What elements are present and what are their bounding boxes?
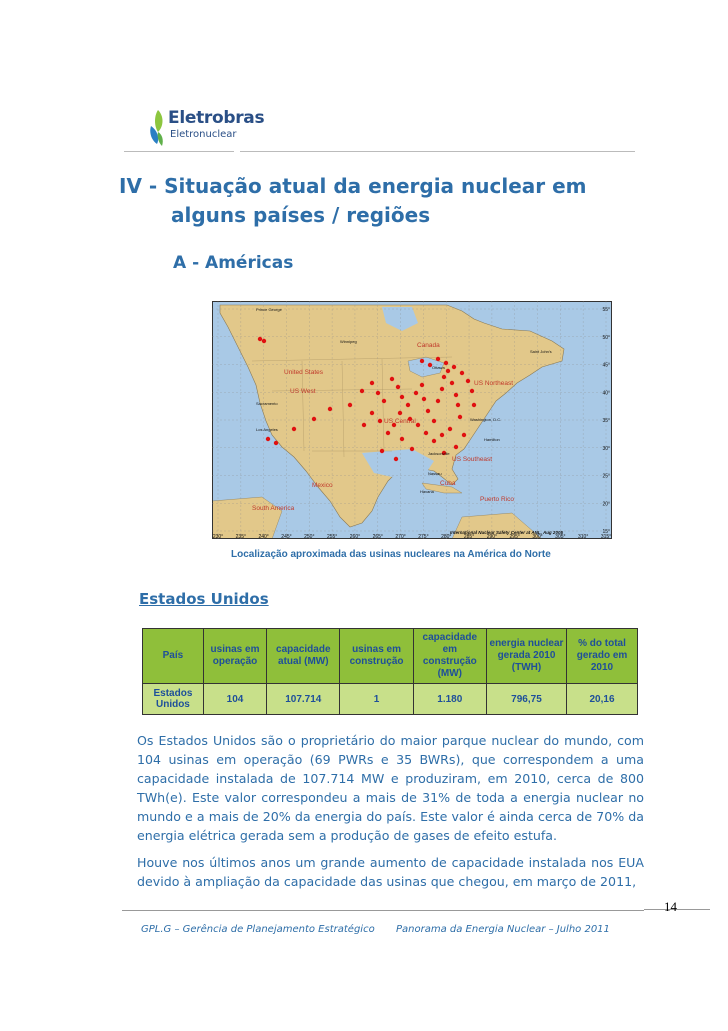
map-label: Jacksonville: [428, 451, 450, 456]
map-plant-marker: [460, 371, 464, 375]
map-plant-marker: [370, 411, 374, 415]
cell-percentual-total: 20,16: [567, 684, 638, 715]
map-label: US Southeast: [452, 456, 493, 463]
page-number: 14: [664, 899, 677, 914]
header-divider: [240, 151, 635, 152]
map-plant-marker: [390, 377, 394, 381]
map-label: Canada: [417, 342, 440, 349]
map-plant-marker: [396, 385, 400, 389]
map-longitude-tick: 250°: [304, 534, 315, 539]
map-longitude-tick: 245°: [281, 534, 292, 539]
map-label: Washington, D.C.: [470, 417, 502, 422]
map-longitude-tick: 290°: [486, 534, 498, 539]
map-plant-marker: [442, 375, 446, 379]
us-paragraph-2: Houve nos últimos anos um grande aumento de capacidade instalada nos EUA devido à ampliação da capacidade das usinas que chegou, em março de 2011,: [137, 855, 644, 889]
map-longitude-tick: 280°: [441, 534, 452, 539]
cell-usinas-construcao: 1: [340, 684, 413, 715]
map-latitude-tick: 20°: [602, 501, 610, 508]
map-longitude-tick: 230°: [212, 534, 224, 539]
table-row: [143, 684, 638, 715]
map-plant-marker: [466, 379, 470, 383]
us-paragraph-1: Os Estados Unidos são o proprietário do maior parque nuclear do mundo, com 104 usinas em operação (69 PWRs e 35 BWRs), que correspondem a uma capacidade instalada de 107.714 MW e produziram, em 2010, cerca de 800 TWh(e). Este valor correspondeu a mais de 31% de toda a energia nuclear no mundo e a mais de 20% da energia do país. Este valor é ainda cerca de 70% da energia elétrica gerada sem a produção de gases de efeito estufa.: [137, 733, 644, 843]
map-plant-marker: [312, 417, 316, 421]
leaf-icon: [148, 108, 168, 148]
map-label: Nassau: [428, 471, 442, 476]
map-plant-marker: [292, 427, 296, 431]
section-title-line1: IV - Situação atual da energia nuclear em: [119, 174, 587, 198]
map-plant-marker: [398, 411, 402, 415]
map-latitude-tick: 55°: [602, 307, 610, 313]
map-plant-marker: [258, 337, 262, 341]
map-plant-marker: [376, 391, 380, 395]
header-energia-gerada: energia nuclear gerada 2010 (TWH): [486, 629, 566, 684]
map-plant-marker: [456, 403, 460, 407]
map-plant-marker: [454, 445, 458, 449]
logo-subtitle: Eletronuclear: [170, 129, 237, 140]
header-percentual-total: % do total gerado em 2010: [567, 629, 638, 684]
map-plant-marker: [470, 389, 474, 393]
map-longitude-tick: 300°: [532, 534, 543, 539]
map-label: South America: [252, 505, 295, 512]
map-latitude-tick: 15°: [602, 529, 610, 535]
map-plant-marker: [382, 399, 386, 403]
eletrobras-logo: [148, 104, 265, 150]
map-longitude-tick: 265°: [372, 534, 383, 539]
map-plant-marker: [420, 383, 424, 387]
map-plant-marker: [406, 403, 410, 407]
footer-publication: Panorama da Energia Nuclear – Julho 2011: [396, 924, 610, 935]
header-capacidade-construcao: capacidade em construção (MW): [413, 629, 486, 684]
map-latitude-tick: 40°: [602, 390, 610, 397]
map-plant-marker: [362, 423, 366, 427]
map-label: US Central: [384, 418, 416, 425]
map-plant-marker: [436, 357, 440, 361]
map-label: Ottawa: [432, 365, 445, 370]
map-plant-marker: [378, 419, 382, 423]
map-plant-marker: [328, 407, 332, 411]
cell-energia-gerada: 796,75: [486, 684, 566, 715]
cell-usinas-operacao: 104: [203, 684, 266, 715]
map-label: Puerto Rico: [480, 496, 514, 503]
footer-divider: [122, 910, 644, 911]
map-longitude-tick: 270°: [395, 534, 406, 539]
map-label: Los Angeles: [256, 427, 278, 432]
header-usinas-operacao: usinas em operação: [203, 629, 266, 684]
map-plant-marker: [448, 427, 452, 431]
map-plant-marker: [422, 397, 426, 401]
section-title-line2: alguns países / regiões: [171, 203, 431, 227]
map-plant-marker: [262, 339, 266, 343]
map-plant-marker: [458, 415, 462, 419]
page-number-divider: [644, 909, 710, 910]
map-longitude-tick: 235°: [235, 534, 246, 539]
map-label: Cuba: [440, 480, 456, 487]
map-label: Winnipeg: [340, 339, 357, 344]
cell-capacidade-construcao: 1.180: [413, 684, 486, 715]
map-label: US Northeast: [474, 380, 514, 387]
map-longitude-tick: 315°: [600, 534, 612, 539]
map-plant-marker: [274, 441, 278, 445]
map-longitude-tick: 310°: [578, 534, 589, 539]
map-label: Sacramento: [256, 401, 278, 406]
map-longitude-tick: 255°: [326, 534, 338, 539]
us-subsection-heading: Estados Unidos: [139, 590, 269, 608]
map-longitude-tick: 275°: [418, 534, 429, 539]
map-plant-marker: [450, 381, 454, 385]
map-plant-marker: [380, 449, 384, 453]
map-plant-marker: [414, 391, 418, 395]
map-longitude-tick: 285°: [463, 534, 475, 539]
map-plant-marker: [420, 359, 424, 363]
map-label: Hamilton: [484, 437, 500, 442]
map-longitude-tick: 260°: [349, 534, 361, 539]
map-longitude-tick: 305°: [555, 534, 566, 539]
header-capacidade-atual: capacidade atual (MW): [267, 629, 340, 684]
map-label: US West: [290, 388, 316, 395]
map-latitude-tick: 45°: [602, 362, 610, 369]
map-plant-marker: [436, 399, 440, 403]
map-plant-marker: [400, 437, 404, 441]
section-subtitle: A - Américas: [173, 253, 294, 273]
map-plant-marker: [410, 447, 414, 451]
map-label: Prince George: [256, 307, 282, 312]
map-label: Saint John's: [530, 349, 552, 354]
table-header-row: [143, 629, 638, 684]
map-plant-marker: [462, 433, 466, 437]
map-plant-marker: [386, 431, 390, 435]
map-latitude-tick: 30°: [602, 445, 610, 452]
map-plant-marker: [440, 387, 444, 391]
map-caption: Localização aproximada das usinas nucleares na América do Norte: [231, 549, 551, 560]
map-plant-marker: [370, 381, 374, 385]
map-plant-marker: [432, 439, 436, 443]
map-label: United States: [284, 369, 324, 376]
us-nuclear-table: [142, 628, 638, 715]
map-plant-marker: [454, 393, 458, 397]
map-plant-marker: [440, 433, 444, 437]
map-plant-marker: [446, 369, 450, 373]
north-america-plant-map: [212, 301, 612, 539]
map-latitude-tick: 35°: [602, 418, 610, 424]
header-usinas-construcao: usinas em construção: [340, 629, 413, 684]
logo-wordmark: Eletrobras: [168, 108, 265, 128]
map-plant-marker: [452, 365, 456, 369]
map-longitude-tick: 295°: [509, 534, 520, 539]
map-plant-marker: [348, 403, 352, 407]
map-plant-marker: [416, 423, 420, 427]
map-plant-marker: [424, 431, 428, 435]
header-pais: País: [143, 629, 204, 684]
header-divider-left: [124, 151, 234, 152]
map-latitude-tick: 25°: [602, 473, 610, 480]
map-plant-marker: [266, 437, 270, 441]
footer-department: GPL.G – Gerência de Planejamento Estratégico: [141, 924, 375, 935]
map-plant-marker: [426, 409, 430, 413]
map-credit: International Nuclear Safety Center at ANL, Aug 2005: [450, 530, 563, 535]
cell-capacidade-atual: 107.714: [267, 684, 340, 715]
map-label: Mexico: [312, 482, 333, 489]
map-plant-marker: [400, 395, 404, 399]
map-label: Havana: [420, 489, 434, 494]
map-latitude-tick: 50°: [602, 334, 610, 341]
cell-pais: Estados Unidos: [143, 684, 204, 715]
map-plant-marker: [432, 419, 436, 423]
map-plant-marker: [394, 457, 398, 461]
map-plant-marker: [360, 389, 364, 393]
map-longitude-tick: 240°: [258, 534, 269, 539]
map-plant-marker: [472, 403, 476, 407]
